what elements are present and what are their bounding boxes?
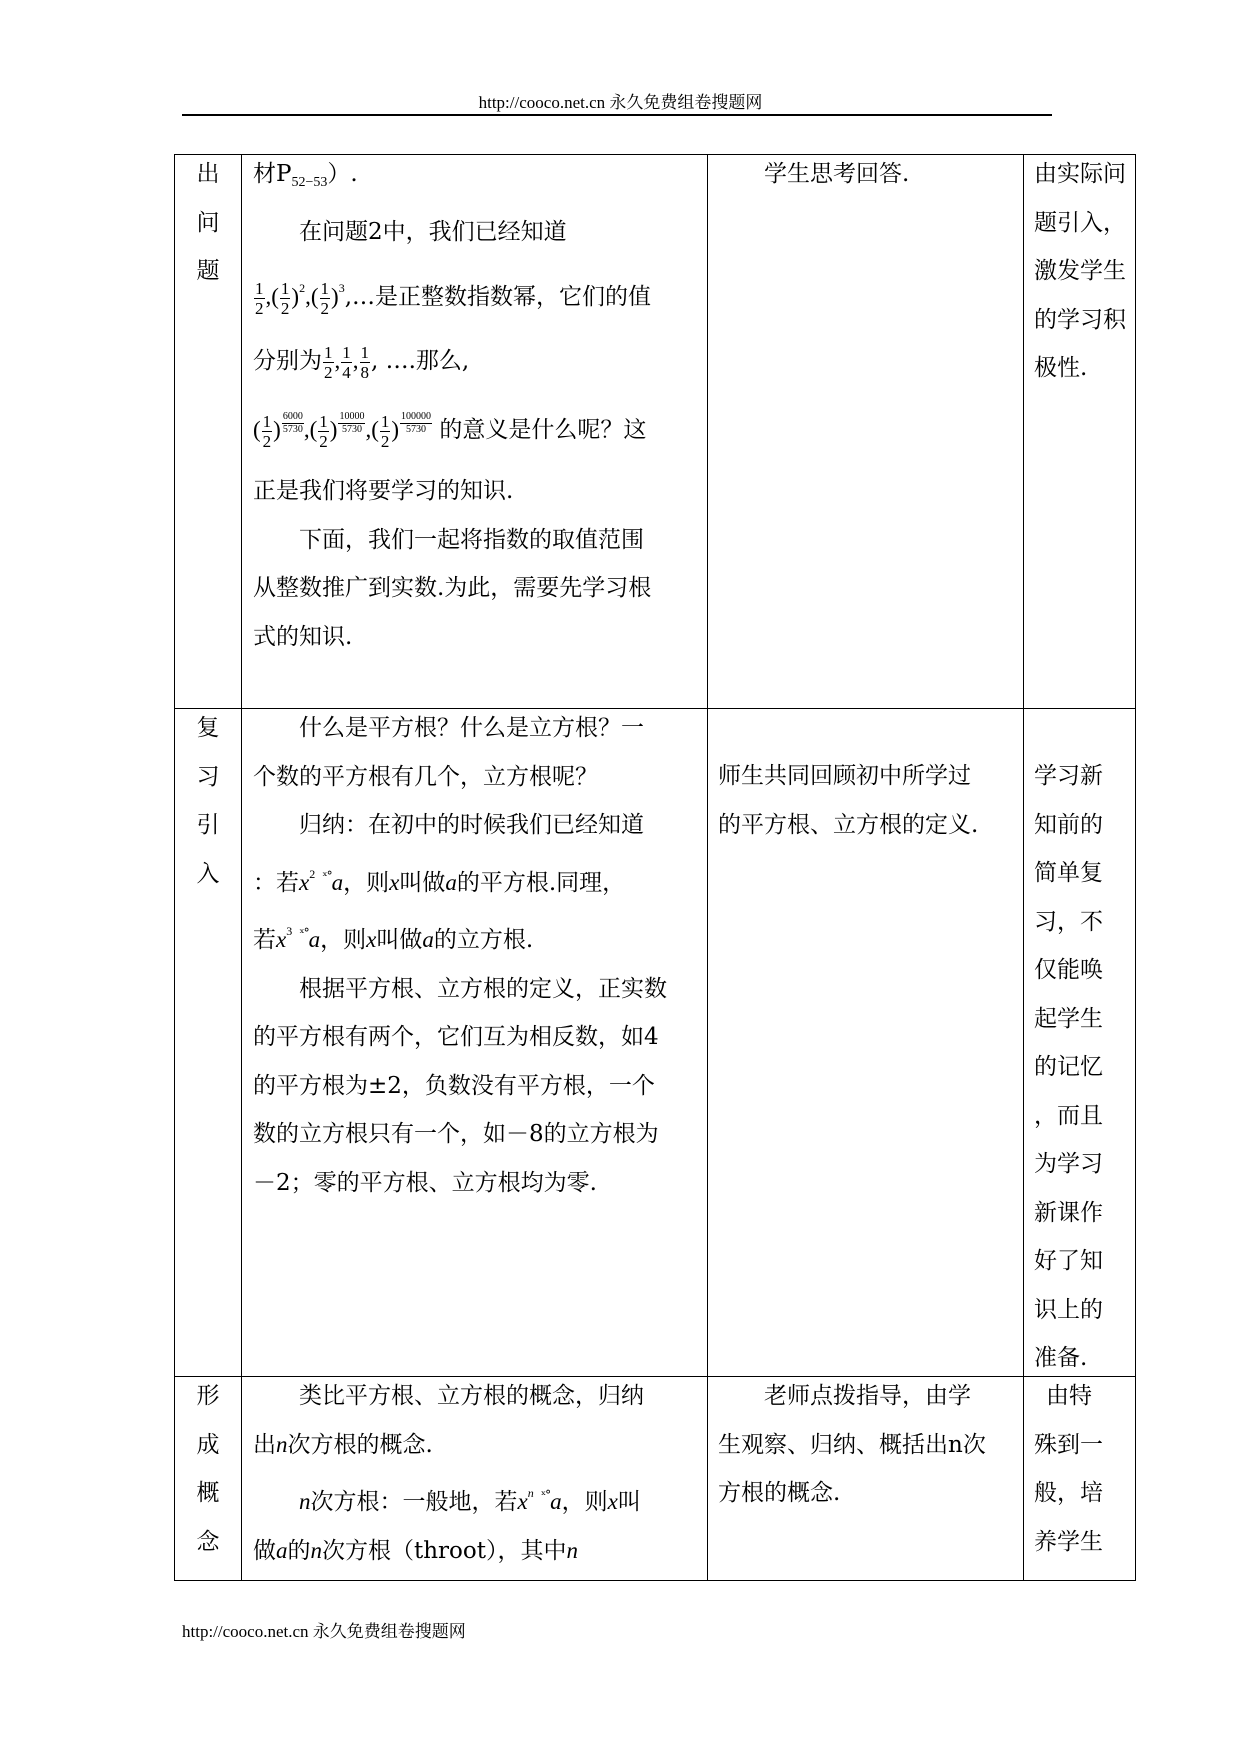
fraction: $\frac{1}{2}$ — [380, 411, 390, 451]
fraction: $\frac{1}{2}$ — [262, 411, 272, 451]
content-line: －2；零的平方根、立方根均为零. — [253, 1169, 597, 1196]
stage-char: 念 — [196, 1528, 220, 1555]
exponent-fraction: $\frac{6000}{5730}$ — [282, 411, 303, 435]
col-divider — [1023, 154, 1024, 1581]
stage-cell-problem — [176, 150, 240, 296]
formula-line: $\frac{1}{2}$ ,( $\frac{1}{2}$ )$^2$,( $\frac{1}{2}$ )$^3$,…是正整数指数幂，它们的值 — [255, 278, 651, 318]
exponent-fraction: $\frac{100000}{5730}$ — [401, 411, 432, 435]
stage-char: 成 — [196, 1431, 220, 1458]
fraction: $\frac{1}{2}$ — [255, 278, 264, 318]
stage-char: 形 — [196, 1383, 220, 1409]
content-line: 根据平方根、立方根的定义，正实数 — [299, 975, 667, 1002]
activity-line: 老师点拨指导，由学 — [764, 1383, 971, 1409]
activity-line: 生观察、归纳、概括出n次 — [718, 1431, 986, 1458]
exponent-fraction: $\frac{10000}{5730}$ — [339, 411, 365, 435]
purpose-line: 的记忆 — [1034, 1054, 1103, 1080]
stage-char: 问 — [196, 209, 220, 236]
purpose-line: 题引入， — [1034, 209, 1126, 236]
fraction: $\frac{1}{8}$ — [360, 342, 369, 382]
purpose-line: 由实际问 — [1034, 161, 1126, 187]
formula-line: ( $\frac{1}{2}$ ) $\frac{6000}{5730}$ ,( $\frac{1}{2}$ ) $\frac{10000}{5730}$ ,( $\frac{1}{2}$ ) $\frac{100000}{5730}$ 的意义是什么呢？这 — [253, 411, 647, 451]
content-line: 什么是平方根？什么是立方根？一 — [299, 715, 644, 741]
content-line: 式的知识. — [253, 623, 353, 650]
purpose-line: ，而且 — [1034, 1102, 1103, 1129]
header-rule — [182, 114, 1052, 116]
content-line: 归纳：在初中的时候我们已经知道 — [299, 812, 644, 838]
purpose-line: 简单复 — [1034, 860, 1103, 886]
stage-cell-review — [176, 704, 240, 898]
fraction: $\frac{1}{4}$ — [342, 342, 351, 382]
page-footer: http://cooco.net.cn 永久免费组卷搜题网 — [182, 1622, 466, 1641]
purpose-line: 好了知 — [1034, 1248, 1103, 1274]
fraction: $\frac{1}{2}$ — [319, 411, 328, 451]
purpose-line: 般，培 — [1034, 1480, 1103, 1506]
activity-cell-review — [718, 752, 1020, 849]
stage-char: 习 — [196, 763, 220, 790]
activity-cell-concept — [718, 1372, 1020, 1518]
activity-line: 的平方根、立方根的定义. — [718, 811, 979, 838]
stage-char: 引 — [196, 812, 220, 838]
content-cell-concept — [253, 1372, 703, 1575]
content-line: 从整数推广到实数.为此，需要先学习根 — [253, 575, 652, 601]
purpose-cell-concept — [1034, 1372, 1134, 1566]
purpose-line: 极性. — [1034, 355, 1088, 381]
purpose-line: 习，不 — [1034, 908, 1103, 935]
content-line: 下面，我们一起将指数的取值范围 — [299, 526, 644, 553]
content-line: 在问题2中，我们已经知道 — [299, 218, 567, 245]
stage-cell-concept — [176, 1372, 240, 1566]
formula-line: 出n次方根的概念. — [253, 1431, 433, 1458]
purpose-line: 知前的 — [1034, 811, 1103, 838]
fraction: $\frac{1}{2}$ — [280, 278, 290, 318]
formula-line: 分别为 $\frac{1}{2}$ , $\frac{1}{4}$ , $\frac{1}{8}$ , ….那么, — [253, 342, 470, 382]
purpose-cell-review — [1034, 752, 1134, 1383]
purpose-line: 的学习积 — [1034, 306, 1126, 333]
fraction: $\frac{1}{2}$ — [324, 342, 333, 382]
activity-line: 师生共同回顾初中所学过 — [718, 763, 971, 789]
purpose-cell-problem — [1034, 150, 1134, 393]
formula-line: n次方根：一般地，若$x^n$ $^{ˣ^\circ}$a，则x叫 — [299, 1486, 641, 1515]
content-line: 正是我们将要学习的知识. — [253, 478, 514, 504]
activity-cell-problem: 学生思考回答. — [764, 161, 910, 187]
formula-line: 若$x^3$ $^{ˣ^\circ}$a，则x叫做a的立方根. — [253, 924, 534, 953]
content-line: 的平方根为±2，负数没有平方根，一个 — [253, 1072, 655, 1099]
purpose-line: 仅能唤 — [1034, 957, 1103, 983]
purpose-line: 学习新 — [1034, 763, 1103, 789]
col-divider — [241, 154, 242, 1581]
stage-char: 复 — [196, 715, 220, 741]
formula-line: 做a的n次方根（throot），其中n — [253, 1537, 578, 1564]
purpose-line: 激发学生 — [1034, 258, 1126, 284]
purpose-line: 养学生 — [1034, 1528, 1103, 1555]
content-line: 类比平方根、立方根的概念，归纳 — [299, 1383, 644, 1409]
stage-char: 出 — [196, 161, 220, 187]
content-line: 材$P_{52-53}$）. — [253, 161, 358, 190]
content-cell-problem — [253, 150, 703, 661]
stage-char: 题 — [196, 258, 220, 284]
col-divider — [707, 154, 708, 1581]
page-header: http://cooco.net.cn 永久免费组卷搜题网 — [478, 93, 763, 112]
stage-char: 入 — [196, 860, 220, 887]
content-line: 数的立方根只有一个，如－8的立方根为 — [253, 1121, 659, 1147]
content-cell-review — [253, 704, 703, 1207]
purpose-line: 殊到一 — [1034, 1431, 1103, 1458]
purpose-line: 识上的 — [1034, 1296, 1103, 1323]
purpose-line: 为学习 — [1034, 1151, 1103, 1177]
purpose-line: 由特 — [1046, 1383, 1092, 1409]
content-line: 个数的平方根有几个，立方根呢？ — [253, 763, 598, 790]
activity-line: 方根的概念. — [718, 1480, 841, 1506]
fraction: $\frac{1}{2}$ — [320, 278, 330, 318]
stage-char: 概 — [196, 1480, 220, 1506]
formula-line: ：若$x^2$ $^{ˣ^\circ}$a，则x叫做a的平方根.同理， — [253, 866, 626, 896]
purpose-line: 起学生 — [1034, 1005, 1103, 1032]
purpose-line: 准备. — [1034, 1345, 1088, 1371]
purpose-line: 新课作 — [1034, 1199, 1103, 1226]
content-line: 的平方根有两个，它们互为相反数，如4 — [253, 1024, 659, 1050]
